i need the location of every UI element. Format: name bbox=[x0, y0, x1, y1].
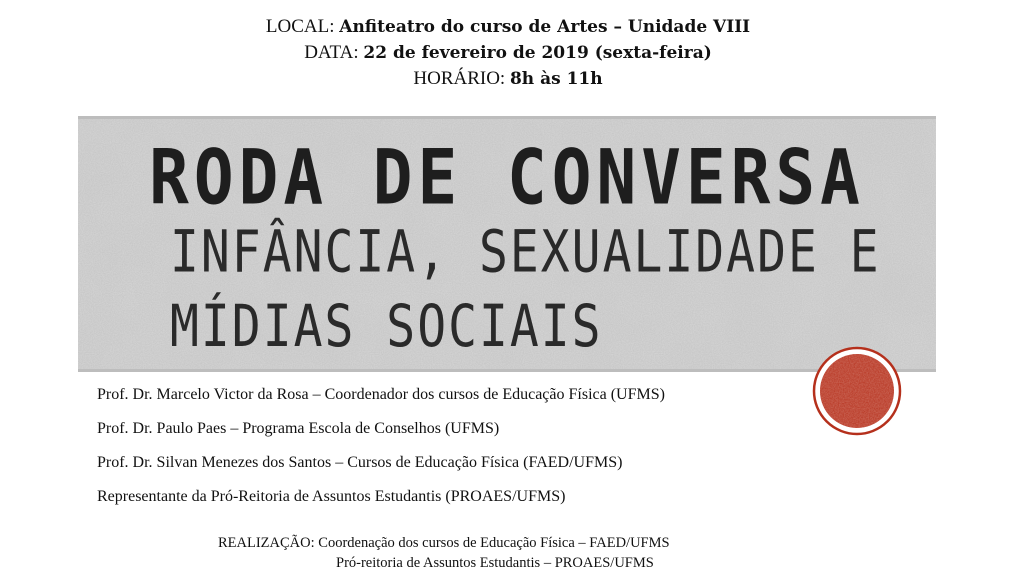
red-seal-icon bbox=[812, 346, 902, 436]
subtitle-line-2: MÍDIAS SOCIAIS bbox=[170, 293, 603, 361]
time-line bbox=[0, 66, 1016, 92]
banner-title: RODA DE CONVERSA bbox=[149, 133, 865, 222]
local-line bbox=[0, 14, 1016, 40]
date-line bbox=[0, 40, 1016, 66]
footer-line-1: REALIZAÇÃO: Coordenação dos cursos de Educação Física – FAED/UFMS bbox=[218, 535, 670, 551]
list-item: Prof. Dr. Paulo Paes – Programa Escola de Conselhos (UFMS) bbox=[97, 420, 500, 437]
time-label: HORÁRIO: bbox=[413, 68, 506, 89]
list-item: Representante da Pró-Reitoria de Assuntos Estudantis (PROAES/UFMS) bbox=[97, 488, 566, 505]
event-info bbox=[0, 14, 1016, 92]
subtitle-line-1: INFÂNCIA, SEXUALIDADE E bbox=[170, 218, 881, 286]
title-banner bbox=[78, 116, 936, 372]
time-value: 8h às 11h bbox=[509, 69, 603, 89]
footer-line-2: Pró-reitoria de Assuntos Estudantis – PROAES/UFMS bbox=[336, 555, 654, 571]
banner-subtitle bbox=[170, 215, 890, 364]
speakers-list bbox=[97, 378, 817, 514]
local-label: LOCAL: bbox=[265, 16, 335, 37]
local-value: Anfiteatro do curso de Artes – Unidade VIII bbox=[339, 17, 751, 37]
list-item: Prof. Dr. Silvan Menezes dos Santos – Cursos de Educação Física (FAED/UFMS) bbox=[97, 454, 623, 471]
date-value: 22 de fevereiro de 2019 (sexta-feira) bbox=[363, 43, 712, 63]
footer-credits bbox=[218, 533, 838, 573]
date-label: DATA: bbox=[304, 42, 359, 63]
list-item: Prof. Dr. Marcelo Victor da Rosa – Coordenador dos cursos de Educação Física (UFMS) bbox=[97, 386, 665, 403]
